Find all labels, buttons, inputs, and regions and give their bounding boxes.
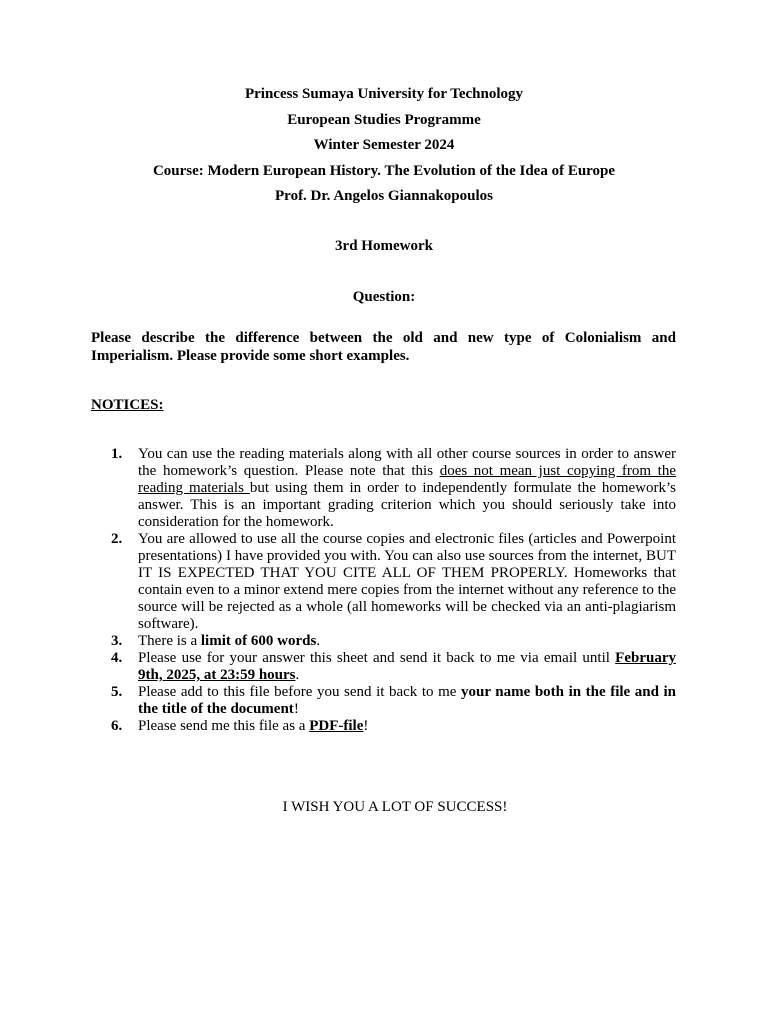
notice-text: Please use for your answer this sheet and send it back to me via email until bbox=[138, 650, 616, 666]
notices-title: NOTICES: bbox=[91, 397, 164, 413]
notice-underlined-text: does not mean just copying from the reading materials bbox=[138, 463, 676, 496]
notice-text: Please send me this file as a bbox=[138, 718, 310, 734]
notice-text: ! bbox=[293, 701, 299, 717]
notice-number: 1. bbox=[111, 446, 123, 462]
notice-text: You can use the reading materials along with all other course sources in order to answer the homework’s question. Please note that this bbox=[138, 446, 676, 479]
notice-text: but using them in order to independently formulate the homework’s answer. This is an important grading criterion which you should seriously take into consideration for the homework. bbox=[138, 480, 676, 530]
question-text: Please describe the difference between the old and new type of Colonialism and Imperialism. Please provide some short examples. bbox=[91, 330, 676, 364]
notice-item bbox=[91, 446, 676, 531]
notice-number: 3. bbox=[111, 633, 123, 649]
closing-message: I WISH YOU A LOT OF SUCCESS! bbox=[282, 799, 508, 815]
notice-number: 5. bbox=[111, 684, 123, 700]
notice-item bbox=[91, 633, 676, 650]
notice-text: There is a bbox=[138, 633, 201, 649]
semester: Winter Semester 2024 bbox=[313, 137, 455, 153]
notice-number: 6. bbox=[111, 718, 123, 734]
deadline-text: February 9th, 2025, at 23:59 hours bbox=[138, 650, 676, 683]
programme-name: European Studies Programme bbox=[287, 112, 481, 128]
notice-text: You are allowed to use all the course copies and electronic files (articles and Powerpoint presentations) I have provided you with. You can also use sources from the internet, BUT IT IS EXPECTED THAT YOU CITE ALL OF THEM PROPERLY. Homeworks that contain even to a minor extend mere copies from the internet without any reference to the source will be rejected as a whole (all homeworks will be checked via an anti-plagiarism software). bbox=[138, 531, 676, 632]
notice-item bbox=[91, 684, 676, 718]
notice-number: 2. bbox=[111, 531, 123, 547]
notice-bold-text: limit of 600 words bbox=[200, 633, 317, 649]
course-title: Course: Modern European History. The Evolution of the Idea of Europe bbox=[152, 163, 616, 179]
question-heading: Question: bbox=[352, 289, 416, 305]
notices-list bbox=[91, 446, 676, 735]
notice-bold-text: your name both in the file and in the title of the document bbox=[138, 684, 677, 717]
notice-item bbox=[91, 718, 676, 735]
notice-text: ! bbox=[363, 718, 369, 734]
notice-text: . bbox=[316, 633, 321, 649]
notice-item bbox=[91, 650, 676, 684]
professor-name: Prof. Dr. Angelos Giannakopoulos bbox=[275, 188, 493, 204]
notice-number: 4. bbox=[111, 650, 123, 666]
homework-title: 3rd Homework bbox=[335, 238, 433, 254]
file-format-text: PDF-file bbox=[309, 718, 364, 734]
notice-text: Please add to this file before you send it back to me bbox=[138, 684, 461, 700]
notice-item bbox=[91, 531, 676, 633]
university-name: Princess Sumaya University for Technology bbox=[244, 86, 524, 102]
notice-text: . bbox=[295, 667, 300, 683]
